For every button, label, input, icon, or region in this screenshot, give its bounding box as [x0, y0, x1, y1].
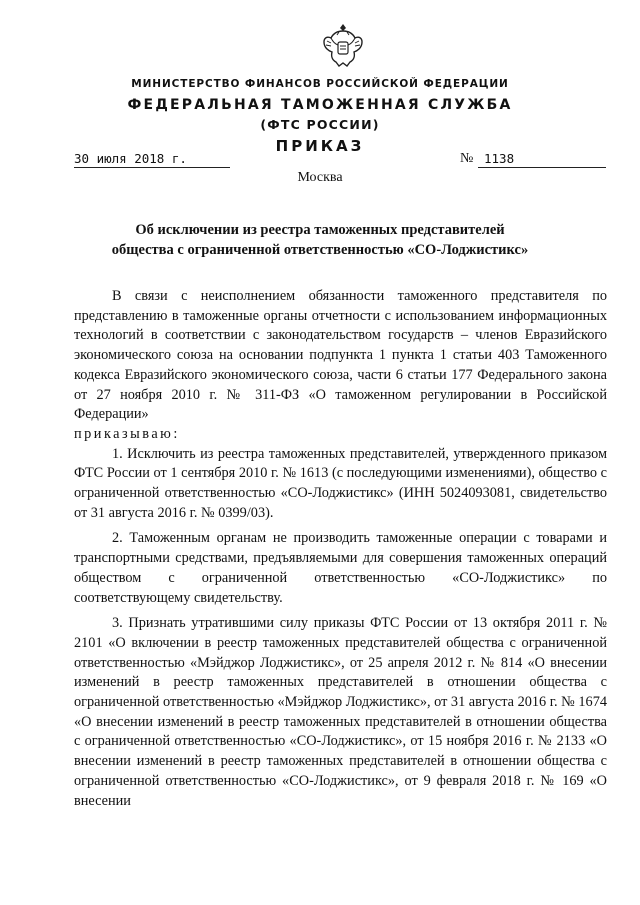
document-title-line-1: Об исключении из реестра таможенных представителей [135, 222, 505, 238]
document-title-line-2: общества с ограниченной ответственностью «СО-Лоджистикс» [111, 242, 529, 258]
service-heading: ФЕДЕРАЛЬНАЯ ТАМОЖЕННАЯ СЛУЖБА [127, 97, 513, 113]
ministry-heading: МИНИСТЕРСТВО ФИНАНСОВ РОССИЙСКОЙ ФЕДЕРАЦИИ [131, 78, 509, 90]
document-number-value: 1138 [484, 151, 515, 166]
coat-of-arms-emblem [322, 22, 364, 68]
city-label: Москва [297, 170, 343, 185]
document-type-heading: ПРИКАЗ [275, 137, 365, 155]
order-item-2: 2. Таможенным органам не производить таможенные операции с товарами и транспортными средствами, предъявляемыми для совершения таможенных операций обществом с ограниченной ответственностью «СО-Лоджистикс» по соответствующему свидетельству. [74, 530, 607, 606]
order-item-3: 3. Признать утратившими силу приказы ФТС России от 13 октября 2011 г. № 2101 «О включении в реестр таможенных представителей общества с ограниченной ответственностью «Мэйджор Лоджистикс», от 25 апреля 2012 г. № 814 «О внесении изменений в реестр таможенных представителей в отношении общества с ограниченной ответственностью «Мэйджор Лоджистикс», от 31 августа 2016 г. № 1674 «О внесении изменений в реестр таможенных представителей в отношении общества с ограниченной ответственностью «СО-Лоджистикс», от 15 ноября 2016 г. № 2133 «О внесении изменений в реестр таможенных представителей в отношении общества с ограниченной ответственностью «СО-Лоджистикс», от 9 февраля 2018 г. № 169 «О внесении [74, 615, 607, 809]
document-number-label: № [460, 151, 474, 166]
order-item-1: 1. Исключить из реестра таможенных представителей, утвержденного приказом ФТС России от 1 сентября 2010 г. № 1613 (с последующими изменениями), общество с ограниченной ответственностью «СО-Лоджистикс» (ИНН 5024093081, свидетельство от 31 августа 2016 г. № 0399/03). [74, 445, 607, 521]
service-short-heading: (ФТС РОССИИ) [260, 117, 380, 132]
document-date-field: 30 июля 2018 г. [74, 151, 230, 168]
document-number-field [478, 151, 606, 168]
preamble-paragraph: В связи с неисполнением обязанности таможенного представителя по представлению в таможенные органы отчетности с использованием информационных технологий в соответствии с законодательством государств – членов Евразийского экономического союза на основании подпункта 1 пункта 1 статьи 403 Таможенного кодекса Евразийского экономического союза, части 6 статьи 177 Федерального закона от 27 ноября 2010 г. № 311-ФЗ «О таможенном регулировании в Российской Федерации» [74, 288, 607, 423]
order-verb: приказываю: [74, 425, 180, 442]
document-body [74, 287, 607, 811]
